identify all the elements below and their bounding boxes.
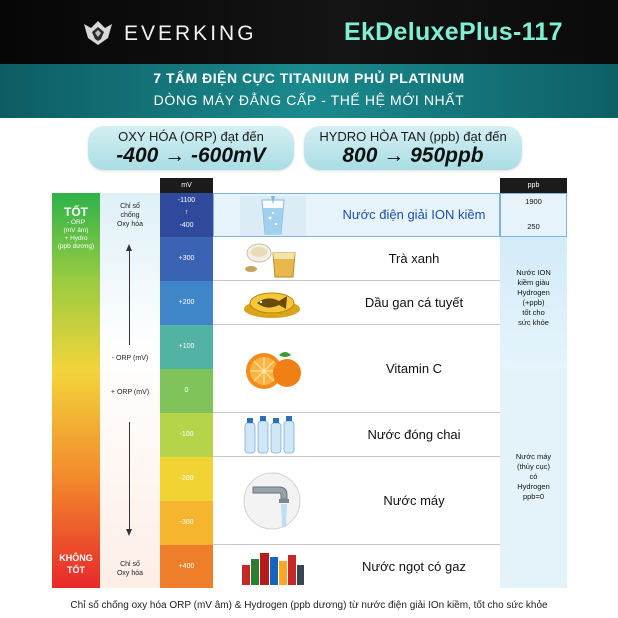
good-sub-2: (mV âm) [63, 227, 89, 234]
good-sub-1: - ORP [66, 219, 86, 226]
mv-cell-codliver: +200 [160, 281, 213, 325]
ppb-value-b: 250 [527, 222, 540, 231]
top-header-bar [0, 0, 618, 64]
hydro-label: HYDRO HÒA TAN (ppb) đạt đến [319, 129, 507, 144]
row-label-ion: Nước điện giải ION kiềm [342, 207, 486, 222]
good-sub-4: (ppb dương) [57, 243, 95, 250]
ppb-column-header: ppb [500, 178, 567, 193]
soda-bottles-icon [239, 547, 305, 587]
mv-cell-zero: 0 [160, 369, 213, 413]
row-label-cod: Dầu gan cá tuyết [364, 295, 464, 310]
top-label-1: Chỉ số [120, 203, 140, 210]
green-tea-icon [239, 239, 305, 279]
ppb-note-tap-4: Hydrogen [517, 482, 550, 491]
row-label-bottled: Nước đóng chai [367, 427, 461, 442]
bottom-label-1: Chỉ số [120, 561, 140, 568]
banner-line-2: DÒNG MÁY ĐẲNG CẤP - THẾ HỆ MỚI NHẤT [153, 92, 465, 108]
mv-column-header: mV [160, 178, 213, 193]
orange-fruit-icon [239, 345, 305, 393]
footer-caption: Chỉ số chống oxy hóa ORP (mV âm) & Hydrogen (ppb dương) từ nước điện giải IOn kiềm, tốt cho sức khỏe [70, 600, 548, 611]
water-glass-icon [240, 196, 306, 236]
row-ion-water [213, 193, 500, 237]
row-label-soda: Nước ngọt có gaz [362, 559, 466, 574]
orp-value: -400 → -600mV [116, 144, 266, 167]
positive-orp-label: + ORP (mV) [110, 389, 150, 396]
ppb-note-tap-3: có [529, 472, 538, 481]
row-bottled-water [213, 413, 500, 457]
quality-gradient-bar [52, 193, 100, 588]
ppb-note-tap [500, 452, 567, 502]
mv-cell-tea: +300 [160, 237, 213, 281]
good-sub-3: + Hydro [64, 235, 88, 242]
arrow-small-up-icon: ↑ [184, 209, 189, 216]
mv-value-ion-a: -1100 [177, 197, 196, 204]
mv-cell-soda: +400 [160, 545, 213, 588]
model-name: EkDeluxePlus-117 [344, 18, 563, 46]
banner-line-1: 7 TẤM ĐIỆN CỰC TITANIUM PHỦ PLATINUM [153, 70, 465, 86]
mv-cell-tap-a: -200 [160, 457, 213, 501]
mv-cell-tap-b: -300 [160, 501, 213, 545]
ppb-note-tap-5: ppb=0 [522, 492, 545, 501]
ppb-note-tap-1: Nước máy [515, 452, 552, 461]
ppb-value-a: 1900 [525, 197, 542, 206]
mv-value-ion-b: -400 [179, 222, 194, 229]
bad-title-1: KHÔNG [59, 553, 93, 563]
ppb-note-ion-4: (+ppb) [522, 298, 545, 307]
everking-logo-icon [82, 18, 114, 48]
bad-title-2: TỐT [67, 565, 85, 575]
negative-orp-label: - ORP (mV) [111, 355, 149, 362]
ppb-note-ion-2: kiềm giàu [517, 278, 550, 287]
orp-spec-pill [88, 126, 294, 170]
feature-banner [0, 64, 618, 118]
arrow-down-icon [126, 529, 132, 536]
mv-cell-ion [160, 193, 213, 237]
ppb-note-ion [500, 268, 567, 328]
row-soda [213, 545, 500, 588]
orp-label: OXY HÓA (ORP) đạt đến [118, 129, 264, 144]
ppb-note-ion-6: sức khỏe [518, 318, 549, 327]
row-green-tea [213, 237, 500, 281]
hydro-spec-pill [304, 126, 522, 170]
row-label-tap: Nước máy [383, 493, 445, 508]
ppb-note-ion-1: Nước ION [516, 268, 551, 277]
ppb-note-tap-2: (thủy cục) [517, 462, 550, 471]
top-label-3: Oxy hóa [116, 221, 144, 228]
fish-oil-capsule-icon [239, 285, 305, 321]
good-title: TỐT [64, 205, 88, 219]
bad-title [52, 552, 100, 576]
mv-cell-vitc: +100 [160, 325, 213, 369]
row-cod-liver-oil [213, 281, 500, 325]
good-subtitle [52, 219, 100, 251]
bottom-label-2: Oxy hóa [116, 570, 144, 577]
row-tap-water [213, 457, 500, 545]
water-faucet-icon [239, 471, 305, 531]
hydro-value: 800 → 950ppb [342, 144, 484, 167]
arrow-up-line [129, 250, 130, 345]
top-label-2: chống [120, 212, 140, 219]
ppb-note-ion-3: Hydrogen [517, 288, 550, 297]
antioxidant-index-label [100, 202, 160, 229]
row-vitamin-c [213, 325, 500, 413]
brand-name: EVERKING [124, 22, 257, 45]
arrow-down-line [129, 422, 130, 530]
water-bottles-icon [239, 415, 305, 455]
ppb-note-ion-5: tốt cho [522, 308, 545, 317]
row-label-vitc: Vitamin C [385, 361, 443, 376]
row-label-tea: Trà xanh [388, 251, 440, 266]
mv-cell-bottled: -100 [160, 413, 213, 457]
oxidation-index-label [100, 560, 160, 578]
